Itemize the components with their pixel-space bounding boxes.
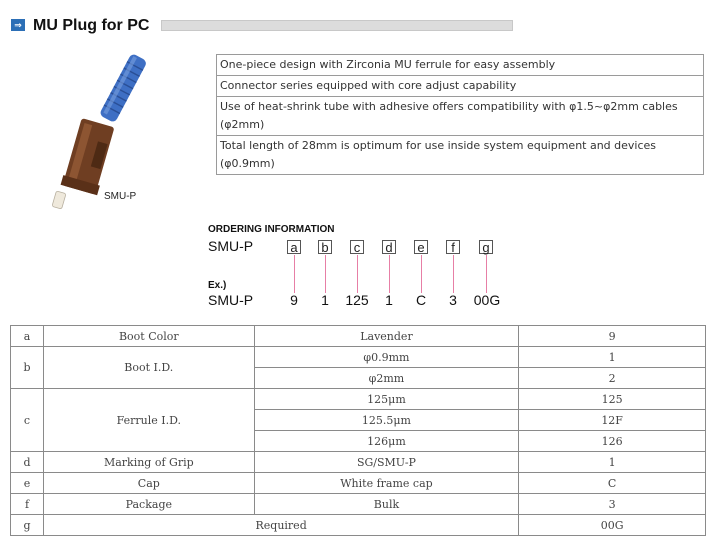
spec-desc: φ0.9mm	[254, 347, 519, 368]
connector-line	[421, 255, 422, 293]
feature-item: One-piece design with Zirconia MU ferrule for easy assembly	[217, 55, 704, 76]
code-letter-box: g	[479, 240, 493, 254]
spec-key: f	[11, 494, 44, 515]
example-value: 125	[345, 292, 369, 308]
spec-desc: Bulk	[254, 494, 519, 515]
code-letter-box: c	[350, 240, 364, 254]
spec-name: Boot I.D.	[43, 347, 254, 389]
spec-desc: SG/SMU-P	[254, 452, 519, 473]
code-letter-box: f	[446, 240, 460, 254]
example-value: 1	[385, 292, 393, 308]
code-letter-box: a	[287, 240, 301, 254]
connector-line	[357, 255, 358, 293]
connector-line	[389, 255, 390, 293]
table-row	[11, 452, 706, 473]
spec-code: C	[519, 473, 706, 494]
example-value: C	[415, 292, 427, 308]
spec-name: Package	[43, 494, 254, 515]
spec-desc: 125μm	[254, 389, 519, 410]
table-row	[11, 494, 706, 515]
features-table	[216, 54, 704, 175]
spec-key: g	[11, 515, 44, 536]
spec-key: b	[11, 347, 44, 389]
spec-code: 1	[519, 347, 706, 368]
spec-code: 125	[519, 389, 706, 410]
spec-key: a	[11, 326, 44, 347]
spec-desc: 126μm	[254, 431, 519, 452]
spec-code: 9	[519, 326, 706, 347]
spec-code: 12F	[519, 410, 706, 431]
spec-key: c	[11, 389, 44, 452]
spec-table	[10, 325, 706, 536]
header-divider-bar	[161, 20, 513, 31]
spec-name: Required	[43, 515, 518, 536]
feature-item: Use of heat-shrink tube with adhesive offers compatibility with φ1.5~φ2mm cables (φ2mm)	[217, 97, 704, 136]
example-value: 3	[449, 292, 457, 308]
product-label: SMU-P	[104, 191, 137, 202]
arrow-right-icon: ⇒	[11, 19, 25, 31]
spec-code: 3	[519, 494, 706, 515]
ordering-code-prefix: SMU-P	[208, 238, 254, 254]
mu-plug-connector-image	[40, 52, 160, 212]
spec-key: e	[11, 473, 44, 494]
connector-line	[486, 255, 487, 293]
table-row	[11, 389, 706, 410]
page-title: MU Plug for PC	[33, 17, 150, 34]
connector-line	[294, 255, 295, 293]
code-letter-box: e	[414, 240, 428, 254]
spec-desc: Lavender	[254, 326, 519, 347]
spec-name: Boot Color	[43, 326, 254, 347]
connector-line	[453, 255, 454, 293]
example-label: Ex.)	[208, 280, 227, 291]
example-value: 1	[321, 292, 329, 308]
code-letter-box: b	[318, 240, 332, 254]
table-row	[11, 326, 706, 347]
example-value: 9	[290, 292, 298, 308]
table-row	[11, 473, 706, 494]
spec-name: Cap	[43, 473, 254, 494]
spec-desc: φ2mm	[254, 368, 519, 389]
table-row	[11, 515, 706, 536]
spec-desc: White frame cap	[254, 473, 519, 494]
spec-code: 126	[519, 431, 706, 452]
feature-item: Connector series equipped with core adjust capability	[217, 76, 704, 97]
example-value: 00G	[473, 292, 501, 308]
spec-code: 2	[519, 368, 706, 389]
example-code-prefix: SMU-P	[208, 292, 254, 308]
connector-line	[325, 255, 326, 293]
spec-key: d	[11, 452, 44, 473]
table-row	[11, 347, 706, 368]
spec-code: 00G	[519, 515, 706, 536]
spec-name: Marking of Grip	[43, 452, 254, 473]
spec-name: Ferrule I.D.	[43, 389, 254, 452]
spec-desc: 125.5μm	[254, 410, 519, 431]
code-letter-box: d	[382, 240, 396, 254]
ordering-info-title: ORDERING INFORMATION	[208, 224, 335, 235]
spec-code: 1	[519, 452, 706, 473]
feature-item: Total length of 28mm is optimum for use inside system equipment and devices (φ0.9mm)	[217, 136, 704, 175]
